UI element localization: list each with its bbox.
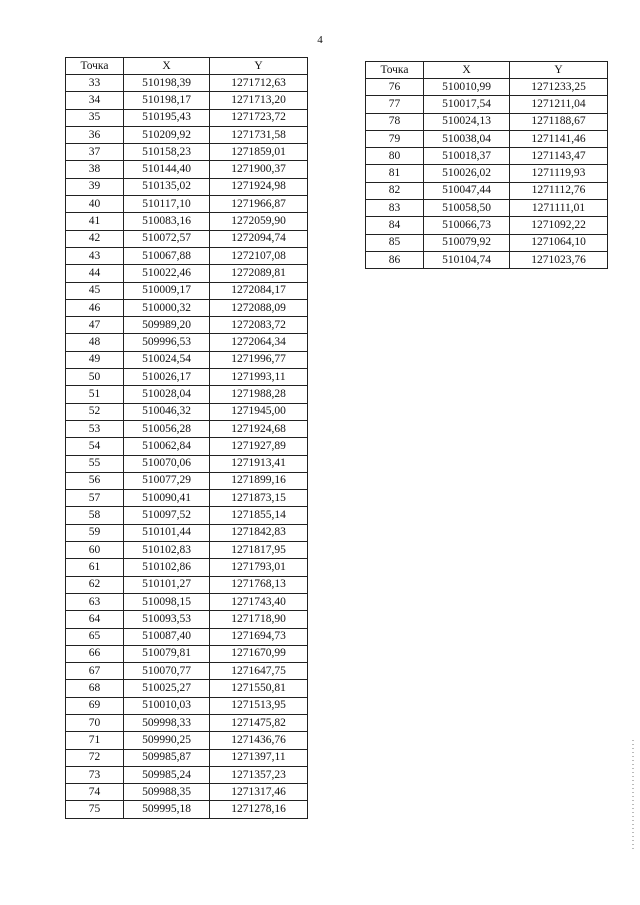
cell-y: 1271143,47 xyxy=(510,148,608,165)
table-row xyxy=(366,182,608,199)
cell-y: 1272107,08 xyxy=(210,247,308,264)
cell-y: 1271743,40 xyxy=(210,593,308,610)
table-row xyxy=(66,92,308,109)
cell-point: 45 xyxy=(66,282,124,299)
cell-x: 509989,20 xyxy=(124,317,210,334)
cell-x: 509985,24 xyxy=(124,766,210,783)
table-row xyxy=(66,247,308,264)
cell-point: 35 xyxy=(66,109,124,126)
cell-point: 60 xyxy=(66,542,124,559)
margin-scan-marks xyxy=(632,740,634,850)
cell-x: 510010,03 xyxy=(124,697,210,714)
table-header-row xyxy=(366,62,608,79)
cell-x: 510198,17 xyxy=(124,92,210,109)
coordinates-table-left xyxy=(65,57,308,819)
table-row xyxy=(366,165,608,182)
header-x: X xyxy=(424,62,510,79)
table-row xyxy=(66,161,308,178)
cell-y: 1271966,87 xyxy=(210,196,308,213)
cell-x: 510022,46 xyxy=(124,265,210,282)
cell-point: 43 xyxy=(66,247,124,264)
table-row xyxy=(66,230,308,247)
cell-x: 510144,40 xyxy=(124,161,210,178)
cell-y: 1271278,16 xyxy=(210,801,308,818)
cell-point: 34 xyxy=(66,92,124,109)
cell-x: 509988,35 xyxy=(124,784,210,801)
cell-y: 1272094,74 xyxy=(210,230,308,247)
cell-y: 1272089,81 xyxy=(210,265,308,282)
cell-x: 510017,54 xyxy=(424,96,510,113)
cell-y: 1271731,58 xyxy=(210,126,308,143)
cell-point: 66 xyxy=(66,645,124,662)
cell-point: 36 xyxy=(66,126,124,143)
table-row xyxy=(66,403,308,420)
cell-point: 55 xyxy=(66,455,124,472)
cell-x: 510028,04 xyxy=(124,386,210,403)
cell-y: 1271023,76 xyxy=(510,251,608,268)
cell-point: 77 xyxy=(366,96,424,113)
cell-y: 1271855,14 xyxy=(210,507,308,524)
cell-x: 509995,18 xyxy=(124,801,210,818)
cell-point: 50 xyxy=(66,369,124,386)
cell-point: 81 xyxy=(366,165,424,182)
cell-y: 1271996,77 xyxy=(210,351,308,368)
cell-x: 510090,41 xyxy=(124,490,210,507)
cell-point: 42 xyxy=(66,230,124,247)
cell-y: 1271064,10 xyxy=(510,234,608,251)
cell-x: 510026,02 xyxy=(424,165,510,182)
cell-y: 1271436,76 xyxy=(210,732,308,749)
cell-point: 71 xyxy=(66,732,124,749)
table-row xyxy=(66,369,308,386)
cell-point: 74 xyxy=(66,784,124,801)
cell-y: 1271900,37 xyxy=(210,161,308,178)
table-row xyxy=(66,490,308,507)
cell-y: 1271859,01 xyxy=(210,144,308,161)
table-row xyxy=(66,126,308,143)
cell-point: 40 xyxy=(66,196,124,213)
cell-x: 509998,33 xyxy=(124,714,210,731)
cell-x: 510083,16 xyxy=(124,213,210,230)
table-row xyxy=(66,524,308,541)
cell-y: 1272059,90 xyxy=(210,213,308,230)
cell-y: 1271694,73 xyxy=(210,628,308,645)
table-row xyxy=(66,178,308,195)
table-row xyxy=(66,801,308,818)
table-row xyxy=(66,334,308,351)
cell-point: 56 xyxy=(66,472,124,489)
cell-x: 510067,88 xyxy=(124,247,210,264)
cell-x: 510058,50 xyxy=(424,200,510,217)
table-row xyxy=(66,196,308,213)
cell-x: 510018,37 xyxy=(424,148,510,165)
cell-point: 41 xyxy=(66,213,124,230)
table-row xyxy=(66,282,308,299)
table-row xyxy=(66,455,308,472)
table-row xyxy=(366,96,608,113)
table-row xyxy=(66,507,308,524)
cell-x: 510102,86 xyxy=(124,559,210,576)
cell-point: 61 xyxy=(66,559,124,576)
table-row xyxy=(66,75,308,92)
table-row xyxy=(366,130,608,147)
cell-point: 72 xyxy=(66,749,124,766)
cell-point: 65 xyxy=(66,628,124,645)
cell-point: 82 xyxy=(366,182,424,199)
table-row xyxy=(66,317,308,334)
table-row xyxy=(66,697,308,714)
table-row xyxy=(366,79,608,96)
table-row xyxy=(66,645,308,662)
cell-point: 58 xyxy=(66,507,124,524)
header-x: X xyxy=(124,58,210,75)
cell-y: 1271873,15 xyxy=(210,490,308,507)
cell-y: 1271913,41 xyxy=(210,455,308,472)
cell-y: 1271092,22 xyxy=(510,217,608,234)
cell-y: 1271112,76 xyxy=(510,182,608,199)
cell-x: 509985,87 xyxy=(124,749,210,766)
table-row xyxy=(66,611,308,628)
table-row xyxy=(66,265,308,282)
cell-point: 37 xyxy=(66,144,124,161)
cell-point: 64 xyxy=(66,611,124,628)
table-row xyxy=(366,217,608,234)
table-row xyxy=(66,593,308,610)
table-row xyxy=(66,663,308,680)
coordinates-table-right xyxy=(365,61,608,269)
cell-point: 85 xyxy=(366,234,424,251)
table-row xyxy=(366,148,608,165)
cell-point: 46 xyxy=(66,299,124,316)
cell-point: 78 xyxy=(366,113,424,130)
cell-x: 510056,28 xyxy=(124,420,210,437)
table-row xyxy=(66,351,308,368)
cell-y: 1271475,82 xyxy=(210,714,308,731)
cell-y: 1272064,34 xyxy=(210,334,308,351)
cell-x: 510087,40 xyxy=(124,628,210,645)
cell-x: 510102,83 xyxy=(124,542,210,559)
table-row xyxy=(66,542,308,559)
table-row xyxy=(66,472,308,489)
cell-x: 510079,92 xyxy=(424,234,510,251)
cell-point: 62 xyxy=(66,576,124,593)
cell-x: 510024,54 xyxy=(124,351,210,368)
cell-x: 510104,74 xyxy=(424,251,510,268)
cell-x: 510024,13 xyxy=(424,113,510,130)
cell-x: 510009,17 xyxy=(124,282,210,299)
cell-point: 63 xyxy=(66,593,124,610)
cell-x: 510101,27 xyxy=(124,576,210,593)
cell-y: 1271141,46 xyxy=(510,130,608,147)
cell-point: 33 xyxy=(66,75,124,92)
table-row xyxy=(366,234,608,251)
table-row xyxy=(66,628,308,645)
cell-x: 510046,32 xyxy=(124,403,210,420)
cell-y: 1272088,09 xyxy=(210,299,308,316)
cell-x: 510209,92 xyxy=(124,126,210,143)
cell-point: 76 xyxy=(366,79,424,96)
cell-y: 1271513,95 xyxy=(210,697,308,714)
table-row xyxy=(66,680,308,697)
cell-x: 510093,53 xyxy=(124,611,210,628)
table-row xyxy=(66,732,308,749)
cell-x: 510195,43 xyxy=(124,109,210,126)
cell-y: 1271768,13 xyxy=(210,576,308,593)
cell-y: 1271188,67 xyxy=(510,113,608,130)
cell-x: 510098,15 xyxy=(124,593,210,610)
table-row xyxy=(66,559,308,576)
table-row xyxy=(66,386,308,403)
table-row xyxy=(366,113,608,130)
cell-x: 510070,77 xyxy=(124,663,210,680)
table-row xyxy=(66,438,308,455)
table-row xyxy=(66,109,308,126)
cell-y: 1271670,99 xyxy=(210,645,308,662)
cell-point: 79 xyxy=(366,130,424,147)
header-y: Y xyxy=(510,62,608,79)
cell-y: 1272083,72 xyxy=(210,317,308,334)
cell-y: 1271927,89 xyxy=(210,438,308,455)
cell-point: 49 xyxy=(66,351,124,368)
cell-x: 509990,25 xyxy=(124,732,210,749)
cell-point: 67 xyxy=(66,663,124,680)
cell-x: 510101,44 xyxy=(124,524,210,541)
table-row xyxy=(66,144,308,161)
cell-point: 86 xyxy=(366,251,424,268)
cell-point: 80 xyxy=(366,148,424,165)
cell-point: 48 xyxy=(66,334,124,351)
cell-point: 44 xyxy=(66,265,124,282)
cell-y: 1271993,11 xyxy=(210,369,308,386)
cell-point: 59 xyxy=(66,524,124,541)
cell-point: 39 xyxy=(66,178,124,195)
table-row xyxy=(66,576,308,593)
cell-x: 509996,53 xyxy=(124,334,210,351)
cell-y: 1272084,17 xyxy=(210,282,308,299)
cell-x: 510198,39 xyxy=(124,75,210,92)
cell-y: 1271924,98 xyxy=(210,178,308,195)
cell-y: 1271397,11 xyxy=(210,749,308,766)
cell-point: 52 xyxy=(66,403,124,420)
cell-x: 510025,27 xyxy=(124,680,210,697)
cell-y: 1271945,00 xyxy=(210,403,308,420)
cell-y: 1271317,46 xyxy=(210,784,308,801)
header-point: Точка xyxy=(366,62,424,79)
cell-point: 69 xyxy=(66,697,124,714)
cell-x: 510062,84 xyxy=(124,438,210,455)
cell-y: 1271899,16 xyxy=(210,472,308,489)
table-row xyxy=(66,420,308,437)
cell-point: 75 xyxy=(66,801,124,818)
cell-x: 510072,57 xyxy=(124,230,210,247)
cell-y: 1271647,75 xyxy=(210,663,308,680)
cell-y: 1271111,01 xyxy=(510,200,608,217)
cell-x: 510117,10 xyxy=(124,196,210,213)
table-row xyxy=(366,200,608,217)
cell-y: 1271793,01 xyxy=(210,559,308,576)
cell-y: 1271817,95 xyxy=(210,542,308,559)
cell-x: 510047,44 xyxy=(424,182,510,199)
cell-x: 510070,06 xyxy=(124,455,210,472)
cell-y: 1271924,68 xyxy=(210,420,308,437)
cell-x: 510066,73 xyxy=(424,217,510,234)
cell-y: 1271550,81 xyxy=(210,680,308,697)
header-point: Точка xyxy=(66,58,124,75)
table-row xyxy=(66,299,308,316)
cell-point: 84 xyxy=(366,217,424,234)
cell-y: 1271842,83 xyxy=(210,524,308,541)
table-row xyxy=(66,213,308,230)
cell-y: 1271712,63 xyxy=(210,75,308,92)
page-number: 4 xyxy=(317,34,323,46)
cell-y: 1271718,90 xyxy=(210,611,308,628)
cell-point: 47 xyxy=(66,317,124,334)
cell-x: 510077,29 xyxy=(124,472,210,489)
cell-x: 510097,52 xyxy=(124,507,210,524)
cell-y: 1271357,23 xyxy=(210,766,308,783)
cell-point: 54 xyxy=(66,438,124,455)
cell-x: 510010,99 xyxy=(424,79,510,96)
table-row xyxy=(66,784,308,801)
cell-x: 510026,17 xyxy=(124,369,210,386)
cell-point: 68 xyxy=(66,680,124,697)
cell-point: 73 xyxy=(66,766,124,783)
table-row xyxy=(66,766,308,783)
header-y: Y xyxy=(210,58,308,75)
cell-x: 510079,81 xyxy=(124,645,210,662)
cell-x: 510135,02 xyxy=(124,178,210,195)
cell-point: 51 xyxy=(66,386,124,403)
cell-point: 57 xyxy=(66,490,124,507)
table-header-row xyxy=(66,58,308,75)
cell-x: 510158,23 xyxy=(124,144,210,161)
cell-y: 1271723,72 xyxy=(210,109,308,126)
cell-y: 1271211,04 xyxy=(510,96,608,113)
table-row xyxy=(66,749,308,766)
cell-point: 83 xyxy=(366,200,424,217)
cell-x: 510038,04 xyxy=(424,130,510,147)
cell-y: 1271119,93 xyxy=(510,165,608,182)
cell-x: 510000,32 xyxy=(124,299,210,316)
cell-point: 53 xyxy=(66,420,124,437)
table-row xyxy=(366,251,608,268)
cell-y: 1271233,25 xyxy=(510,79,608,96)
cell-point: 70 xyxy=(66,714,124,731)
cell-y: 1271988,28 xyxy=(210,386,308,403)
cell-point: 38 xyxy=(66,161,124,178)
cell-y: 1271713,20 xyxy=(210,92,308,109)
table-row xyxy=(66,714,308,731)
